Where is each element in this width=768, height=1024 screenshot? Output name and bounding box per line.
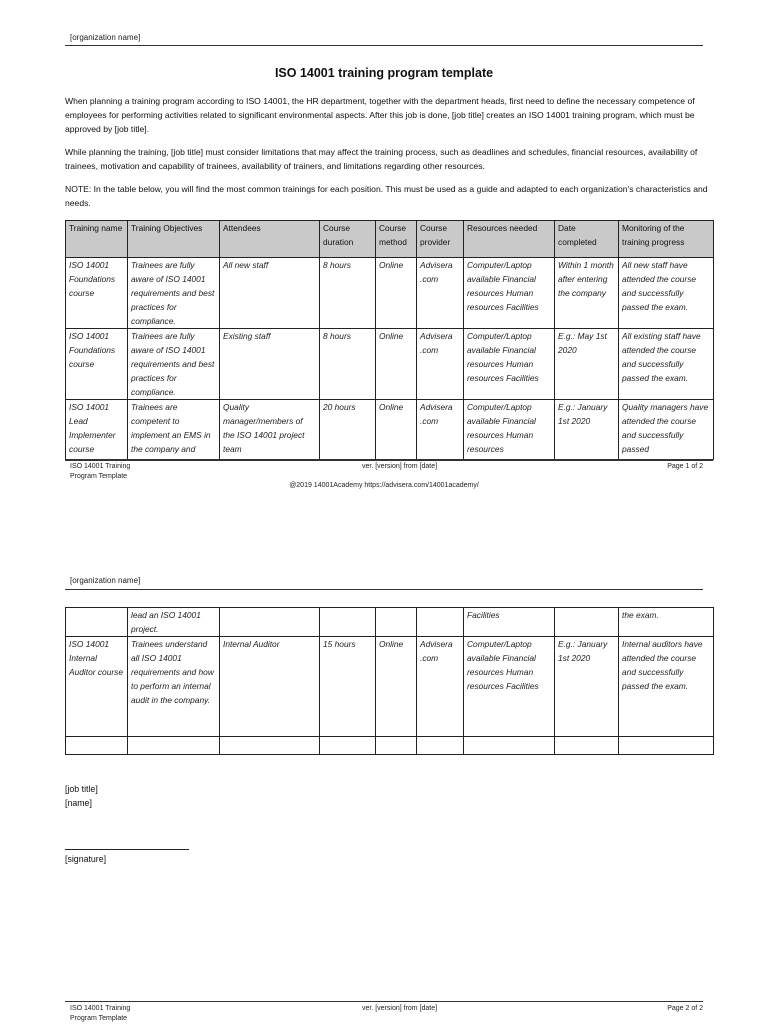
cell-monitoring: All existing staff have attended the course and successfully passed the exam.: [619, 329, 714, 400]
table-row: [66, 400, 714, 461]
footer-version: ver. [version] from [date]: [362, 1005, 438, 1012]
header-training-objectives: Training Objectives: [128, 221, 220, 258]
cell-duration: 8 hours: [320, 329, 376, 400]
cell-method: [376, 608, 417, 637]
cell-date: Within 1 month after entering the company: [555, 258, 619, 329]
cell-objectives: Trainees are fully aware of ISO 14001 requirements and best practices for compliance.: [128, 329, 220, 400]
intro-paragraph: When planning a training program according to ISO 14001, the HR department, together with the department heads, first need to define the necessary competence of employees for performing activities related to significant environmental aspects. After this job is done, [job title] creates an ISO 14001 training program, which must be approved by [job title].: [65, 96, 695, 134]
cell-monitoring[interactable]: [619, 737, 714, 755]
cell-attendees: [220, 608, 320, 637]
cell-provider[interactable]: [417, 737, 464, 755]
cell-date: E.g.: May 1st 2020: [555, 329, 619, 400]
cell-date[interactable]: [555, 737, 619, 755]
header-course-provider: Course provider: [417, 221, 464, 258]
signature-line: [65, 849, 189, 850]
job-title-placeholder: [job title]: [65, 784, 98, 794]
cell-monitoring: Internal auditors have attended the course and successfully passed the exam.: [619, 637, 714, 737]
planning-paragraph: While planning the training, [job title] must consider limitations that may affect the training process, such as deadlines and schedules, financial resources, availability of trainees, motivation and capability of trainees, availability of trainers, and limitations regarding other resources.: [65, 147, 698, 171]
cell-duration: 8 hours: [320, 258, 376, 329]
cell-resources: Facilities: [464, 608, 555, 637]
footer-divider: [65, 1001, 703, 1002]
cell-duration: 15 hours: [320, 637, 376, 737]
cell-date: [555, 608, 619, 637]
cell-provider: [417, 608, 464, 637]
cell-objectives: lead an ISO 14001 project.: [128, 608, 220, 637]
training-table-continued: [65, 607, 714, 755]
table-header-row: [66, 221, 714, 258]
cell-provider: Advisera .com: [417, 637, 464, 737]
table-row: [66, 637, 714, 737]
page-title: ISO 14001 training program template: [274, 66, 494, 80]
cell-duration: 20 hours: [320, 400, 376, 461]
header-monitoring: Monitoring of the training progress: [619, 221, 714, 258]
cell-resources[interactable]: [464, 737, 555, 755]
cell-method: Online: [376, 637, 417, 737]
header-course-method: Course method: [376, 221, 417, 258]
cell-provider: Advisera .com: [417, 400, 464, 461]
table-page-break: [65, 459, 713, 461]
cell-attendees: Quality manager/members of the ISO 14001 project team: [220, 400, 320, 461]
cell-duration[interactable]: [320, 737, 376, 755]
header-date-completed: Date completed: [555, 221, 619, 258]
cell-resources: Computer/Laptop available Financial resources Human resources Facilities: [464, 258, 555, 329]
cell-method[interactable]: [376, 737, 417, 755]
cell-monitoring: Quality managers have attended the course and successfully passed: [619, 400, 714, 461]
cell-attendees: All new staff: [220, 258, 320, 329]
table-row: [66, 258, 714, 329]
cell-objectives: Trainees are fully aware of ISO 14001 requirements and best practices for compliance.: [128, 258, 220, 329]
note-paragraph: NOTE: In the table below, you will find the most common trainings for each position. This must be used as a guide and adapted to each organization's characteristics and needs.: [65, 184, 708, 208]
cell-training-name: ISO 14001 Lead Implementer course: [66, 400, 128, 461]
footer-document-name: ISO 14001 Training Program Template: [70, 463, 131, 480]
cell-duration: [320, 608, 376, 637]
cell-monitoring: the exam.: [619, 608, 714, 637]
organization-name: [organization name]: [70, 576, 141, 585]
footer-version: ver. [version] from [date]: [362, 463, 438, 470]
cell-provider: Advisera .com: [417, 329, 464, 400]
header-divider: [65, 45, 703, 46]
name-placeholder: [name]: [65, 798, 92, 808]
training-table: [65, 220, 714, 460]
training-table-clip: [65, 220, 715, 460]
cell-objectives: Trainees are competent to implement an EMS in the company and: [128, 400, 220, 461]
footer-page-number: Page 2 of 2: [667, 1005, 703, 1012]
cell-monitoring: All new staff have attended the course and successfully passed the exam.: [619, 258, 714, 329]
cell-training-name: ISO 14001 Foundations course: [66, 258, 128, 329]
cell-method: Online: [376, 400, 417, 461]
table-row: [66, 329, 714, 400]
cell-resources: Computer/Laptop available Financial resources Human resources: [464, 400, 555, 461]
footer-page-number: Page 1 of 2: [667, 463, 703, 470]
cell-objectives: Trainees understand all ISO 14001 requirements and how to perform an internal audit in the company.: [128, 637, 220, 737]
table-row-empty: [66, 737, 714, 755]
cell-date: E.g.: January 1st 2020: [555, 637, 619, 737]
cell-objectives[interactable]: [128, 737, 220, 755]
header-attendees: Attendees: [220, 221, 320, 258]
cell-provider: Advisera .com: [417, 258, 464, 329]
signature-placeholder: [signature]: [65, 854, 107, 864]
header-training-name: Training name: [66, 221, 128, 258]
cell-attendees: Existing staff: [220, 329, 320, 400]
cell-resources: Computer/Laptop available Financial resources Human resources Facilities: [464, 329, 555, 400]
header-course-duration: Course duration: [320, 221, 376, 258]
header-divider: [65, 589, 703, 590]
cell-training-name: ISO 14001 Foundations course: [66, 329, 128, 400]
cell-resources: Computer/Laptop available Financial resources Human resources Facilities: [464, 637, 555, 737]
header-resources-needed: Resources needed: [464, 221, 555, 258]
copyright-line: @2019 14001Academy https://advisera.com/14001academy/: [289, 482, 479, 489]
cell-method: Online: [376, 329, 417, 400]
cell-training-name[interactable]: [66, 737, 128, 755]
table-row: [66, 608, 714, 637]
cell-attendees[interactable]: [220, 737, 320, 755]
cell-method: Online: [376, 258, 417, 329]
cell-date: E.g.: January 1st 2020: [555, 400, 619, 461]
footer-document-name: ISO 14001 Training Program Template: [70, 1005, 131, 1022]
organization-name: [organization name]: [70, 33, 141, 42]
cell-attendees: Internal Auditor: [220, 637, 320, 737]
cell-training-name: [66, 608, 128, 637]
cell-training-name: ISO 14001 Internal Auditor course: [66, 637, 128, 737]
